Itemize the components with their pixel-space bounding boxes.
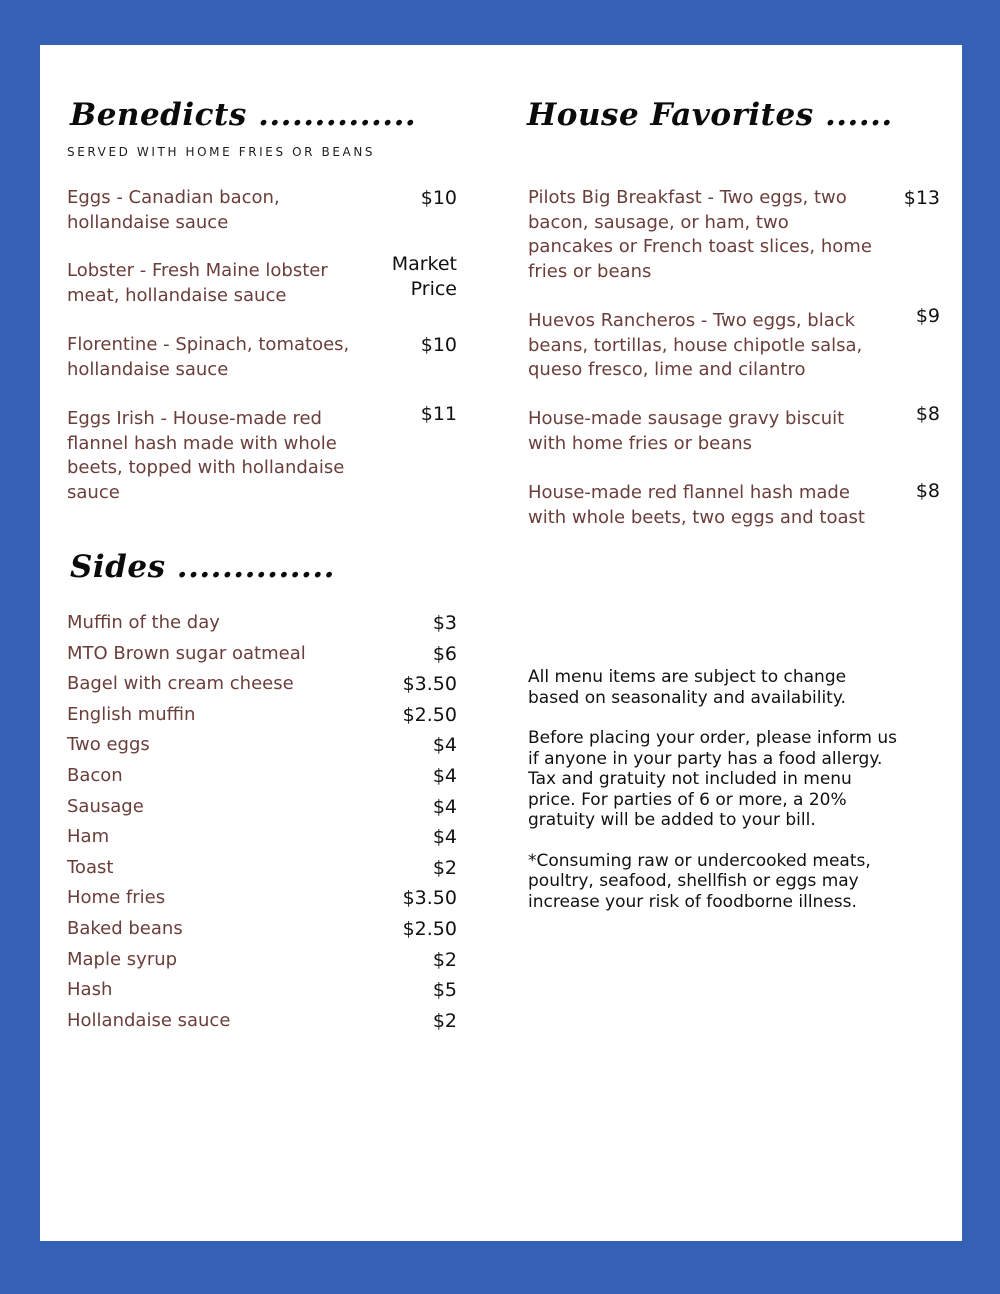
menu-item	[67, 186, 457, 235]
item-price: $8	[915, 403, 940, 425]
side-name: Muffin of the day	[67, 612, 220, 633]
side-row	[67, 703, 457, 728]
item-price: $9	[915, 305, 940, 327]
item-price: $10	[420, 334, 457, 356]
side-row	[67, 611, 457, 636]
item-price: $13	[903, 187, 940, 209]
item-price: Market Price	[391, 253, 457, 300]
side-row	[67, 825, 457, 850]
menu-item	[67, 403, 457, 505]
allergy-note: Before placing your order, please inform us if anyone in your party has a food allergy. Tax and gratuity not included in menu price. For parties of 6 or more, a 20% gratuity will be added to your bill.	[528, 728, 898, 830]
sides-heading: Sides ..............	[70, 549, 335, 585]
side-row	[67, 733, 457, 758]
side-name: Home fries	[67, 887, 166, 909]
item-description: Eggs - Canadian bacon, hollandaise sauce	[67, 187, 280, 233]
side-name: Hash	[67, 979, 113, 1001]
side-price: $4	[432, 795, 457, 818]
menu-notes	[528, 667, 898, 932]
side-row	[67, 917, 457, 942]
item-description: Huevos Rancheros - Two eggs, black beans, tortillas, house chipotle salsa, queso fresco, lime and cilantro	[528, 310, 863, 380]
side-name: English muffin	[67, 703, 196, 725]
menu-item	[67, 253, 457, 308]
item-description: Eggs Irish - House-made red flannel hash made with whole beets, topped with hollandaise sauce	[67, 408, 345, 503]
side-name: Maple syrup	[67, 948, 178, 970]
seasonality-note: All menu items are subject to change based on seasonality and availability.	[528, 667, 847, 708]
side-price: $5	[432, 979, 457, 1002]
item-description: House-made red flannel hash made with whole beets, two eggs and toast	[528, 482, 865, 528]
menu-item	[528, 403, 940, 456]
menu-item	[528, 481, 940, 530]
item-price: $10	[420, 187, 457, 209]
side-price: $4	[432, 734, 457, 757]
side-price: $2	[432, 948, 457, 971]
side-row	[67, 672, 457, 697]
side-name: Ham	[67, 826, 110, 848]
side-price: $3.50	[402, 673, 457, 696]
benedicts-heading: Benedicts ..............	[70, 97, 417, 133]
side-row	[67, 764, 457, 789]
side-price: $2.50	[402, 918, 457, 940]
side-price: $3.50	[402, 887, 457, 910]
consumer-warning: *Consuming raw or undercooked meats, poultry, seafood, shellfish or eggs may increase your risk of foodborne illness.	[528, 850, 871, 912]
item-description: Lobster - Fresh Maine lobster meat, hollandaise sauce	[67, 260, 328, 306]
side-name: Baked beans	[67, 918, 183, 939]
side-price: $2	[432, 856, 457, 879]
side-price: $2	[432, 1009, 457, 1032]
side-name: Bagel with cream cheese	[67, 673, 294, 695]
side-name: Sausage	[67, 795, 144, 817]
item-description: House-made sausage gravy biscuit with home fries or beans	[528, 408, 845, 454]
side-name: Bacon	[67, 765, 123, 786]
side-row	[67, 642, 457, 667]
side-price: $4	[432, 826, 457, 849]
side-name: Two eggs	[67, 734, 150, 756]
side-row	[67, 795, 457, 820]
side-price: $2.50	[402, 703, 457, 726]
side-row	[67, 886, 457, 911]
side-row	[67, 978, 457, 1003]
side-name: Hollandaise sauce	[67, 1009, 231, 1031]
side-row	[67, 948, 457, 973]
side-name: Toast	[67, 856, 114, 878]
item-description: Pilots Big Breakfast - Two eggs, two bacon, sausage, or ham, two pancakes or French toast slices, home fries or beans	[528, 187, 872, 282]
side-price: $6	[432, 642, 457, 665]
menu-item	[528, 186, 940, 284]
house-favorites-heading: House Favorites ......	[527, 97, 893, 133]
side-price: $3	[432, 612, 457, 634]
benedicts-subheading: SERVED WITH HOME FRIES OR BEANS	[67, 145, 376, 159]
menu-page	[40, 45, 962, 1241]
item-price: $8	[915, 480, 940, 502]
menu-item	[528, 305, 940, 383]
item-price: $11	[420, 403, 457, 425]
item-description: Florentine - Spinach, tomatoes, hollandaise sauce	[67, 334, 350, 380]
side-name: MTO Brown sugar oatmeal	[67, 642, 306, 664]
side-row	[67, 1009, 457, 1034]
menu-item	[67, 333, 457, 382]
side-row	[67, 856, 457, 881]
side-price: $4	[432, 765, 457, 787]
